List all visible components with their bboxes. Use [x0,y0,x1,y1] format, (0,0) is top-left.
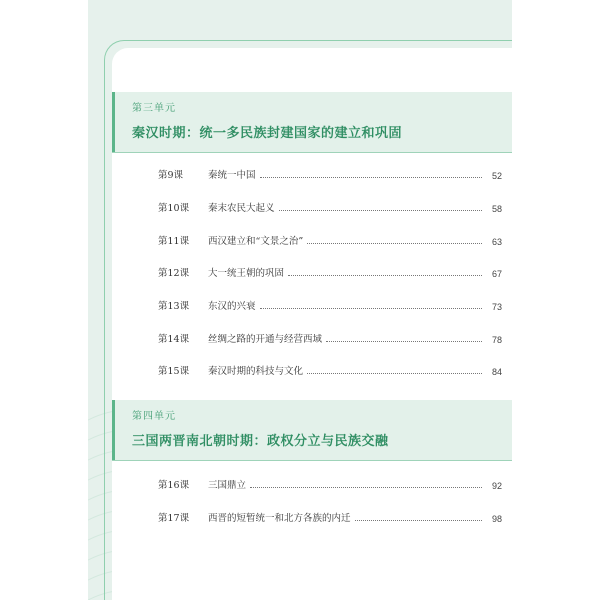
unit-title: 三国两晋南北朝时期：政权分立与民族交融 [132,434,389,449]
dot-leader [307,373,482,374]
divider [112,460,512,461]
dot-leader [260,308,482,309]
lesson-title: 丝绸之路的开通与经营西域 [208,334,323,345]
lesson-title: 秦汉时期的科技与文化 [208,366,304,377]
toc-entry[interactable] [158,233,502,247]
dot-leader [279,210,482,211]
toc-entry[interactable] [158,331,502,345]
toc-entry[interactable] [158,477,502,491]
page-number: 84 [491,367,502,377]
unit-label: 第三单元 [132,103,176,114]
lesson-number: 第13课 [158,301,190,312]
lesson-number: 第10课 [158,203,190,214]
page-number: 52 [491,171,502,181]
page-number: 98 [491,514,502,524]
page-number: 63 [491,237,502,247]
divider [112,152,512,153]
lesson-title: 西晋的短暂统一和北方各族的内迁 [208,513,351,524]
lesson-title: 三国鼎立 [208,480,247,491]
page-number: 78 [491,335,502,345]
dot-leader [288,275,482,276]
lesson-number: 第11课 [158,236,190,247]
dot-leader [260,177,482,178]
unit-title: 秦汉时期：统一多民族封建国家的建立和巩固 [132,126,403,141]
unit-label: 第四单元 [132,411,176,422]
page-number: 67 [491,269,502,279]
lesson-title: 秦末农民大起义 [208,203,275,214]
lesson-number: 第14课 [158,334,190,345]
lesson-number: 第17课 [158,513,190,524]
page-background [88,0,512,600]
toc-entry[interactable] [158,167,502,181]
dot-leader [326,341,482,342]
lesson-number: 第16课 [158,480,190,491]
toc-entry[interactable] [158,200,502,214]
toc-entry[interactable] [158,265,502,279]
toc-entry[interactable] [158,298,502,312]
lesson-title: 东汉的兴衰 [208,301,256,312]
page-number: 58 [491,204,502,214]
lesson-title: 大一统王朝的巩固 [208,268,285,279]
page-number: 73 [491,302,502,312]
toc-entry[interactable] [158,510,502,524]
lesson-number: 第15课 [158,366,190,377]
toc-entry[interactable] [158,363,502,377]
lesson-title: 秦统一中国 [208,170,256,181]
lesson-number: 第9课 [158,170,184,181]
dot-leader [355,520,482,521]
lesson-title: 西汉建立和“文景之治” [208,236,304,247]
dot-leader [307,243,482,244]
dot-leader [250,487,482,488]
page-number: 92 [491,481,502,491]
lesson-number: 第12课 [158,268,190,279]
